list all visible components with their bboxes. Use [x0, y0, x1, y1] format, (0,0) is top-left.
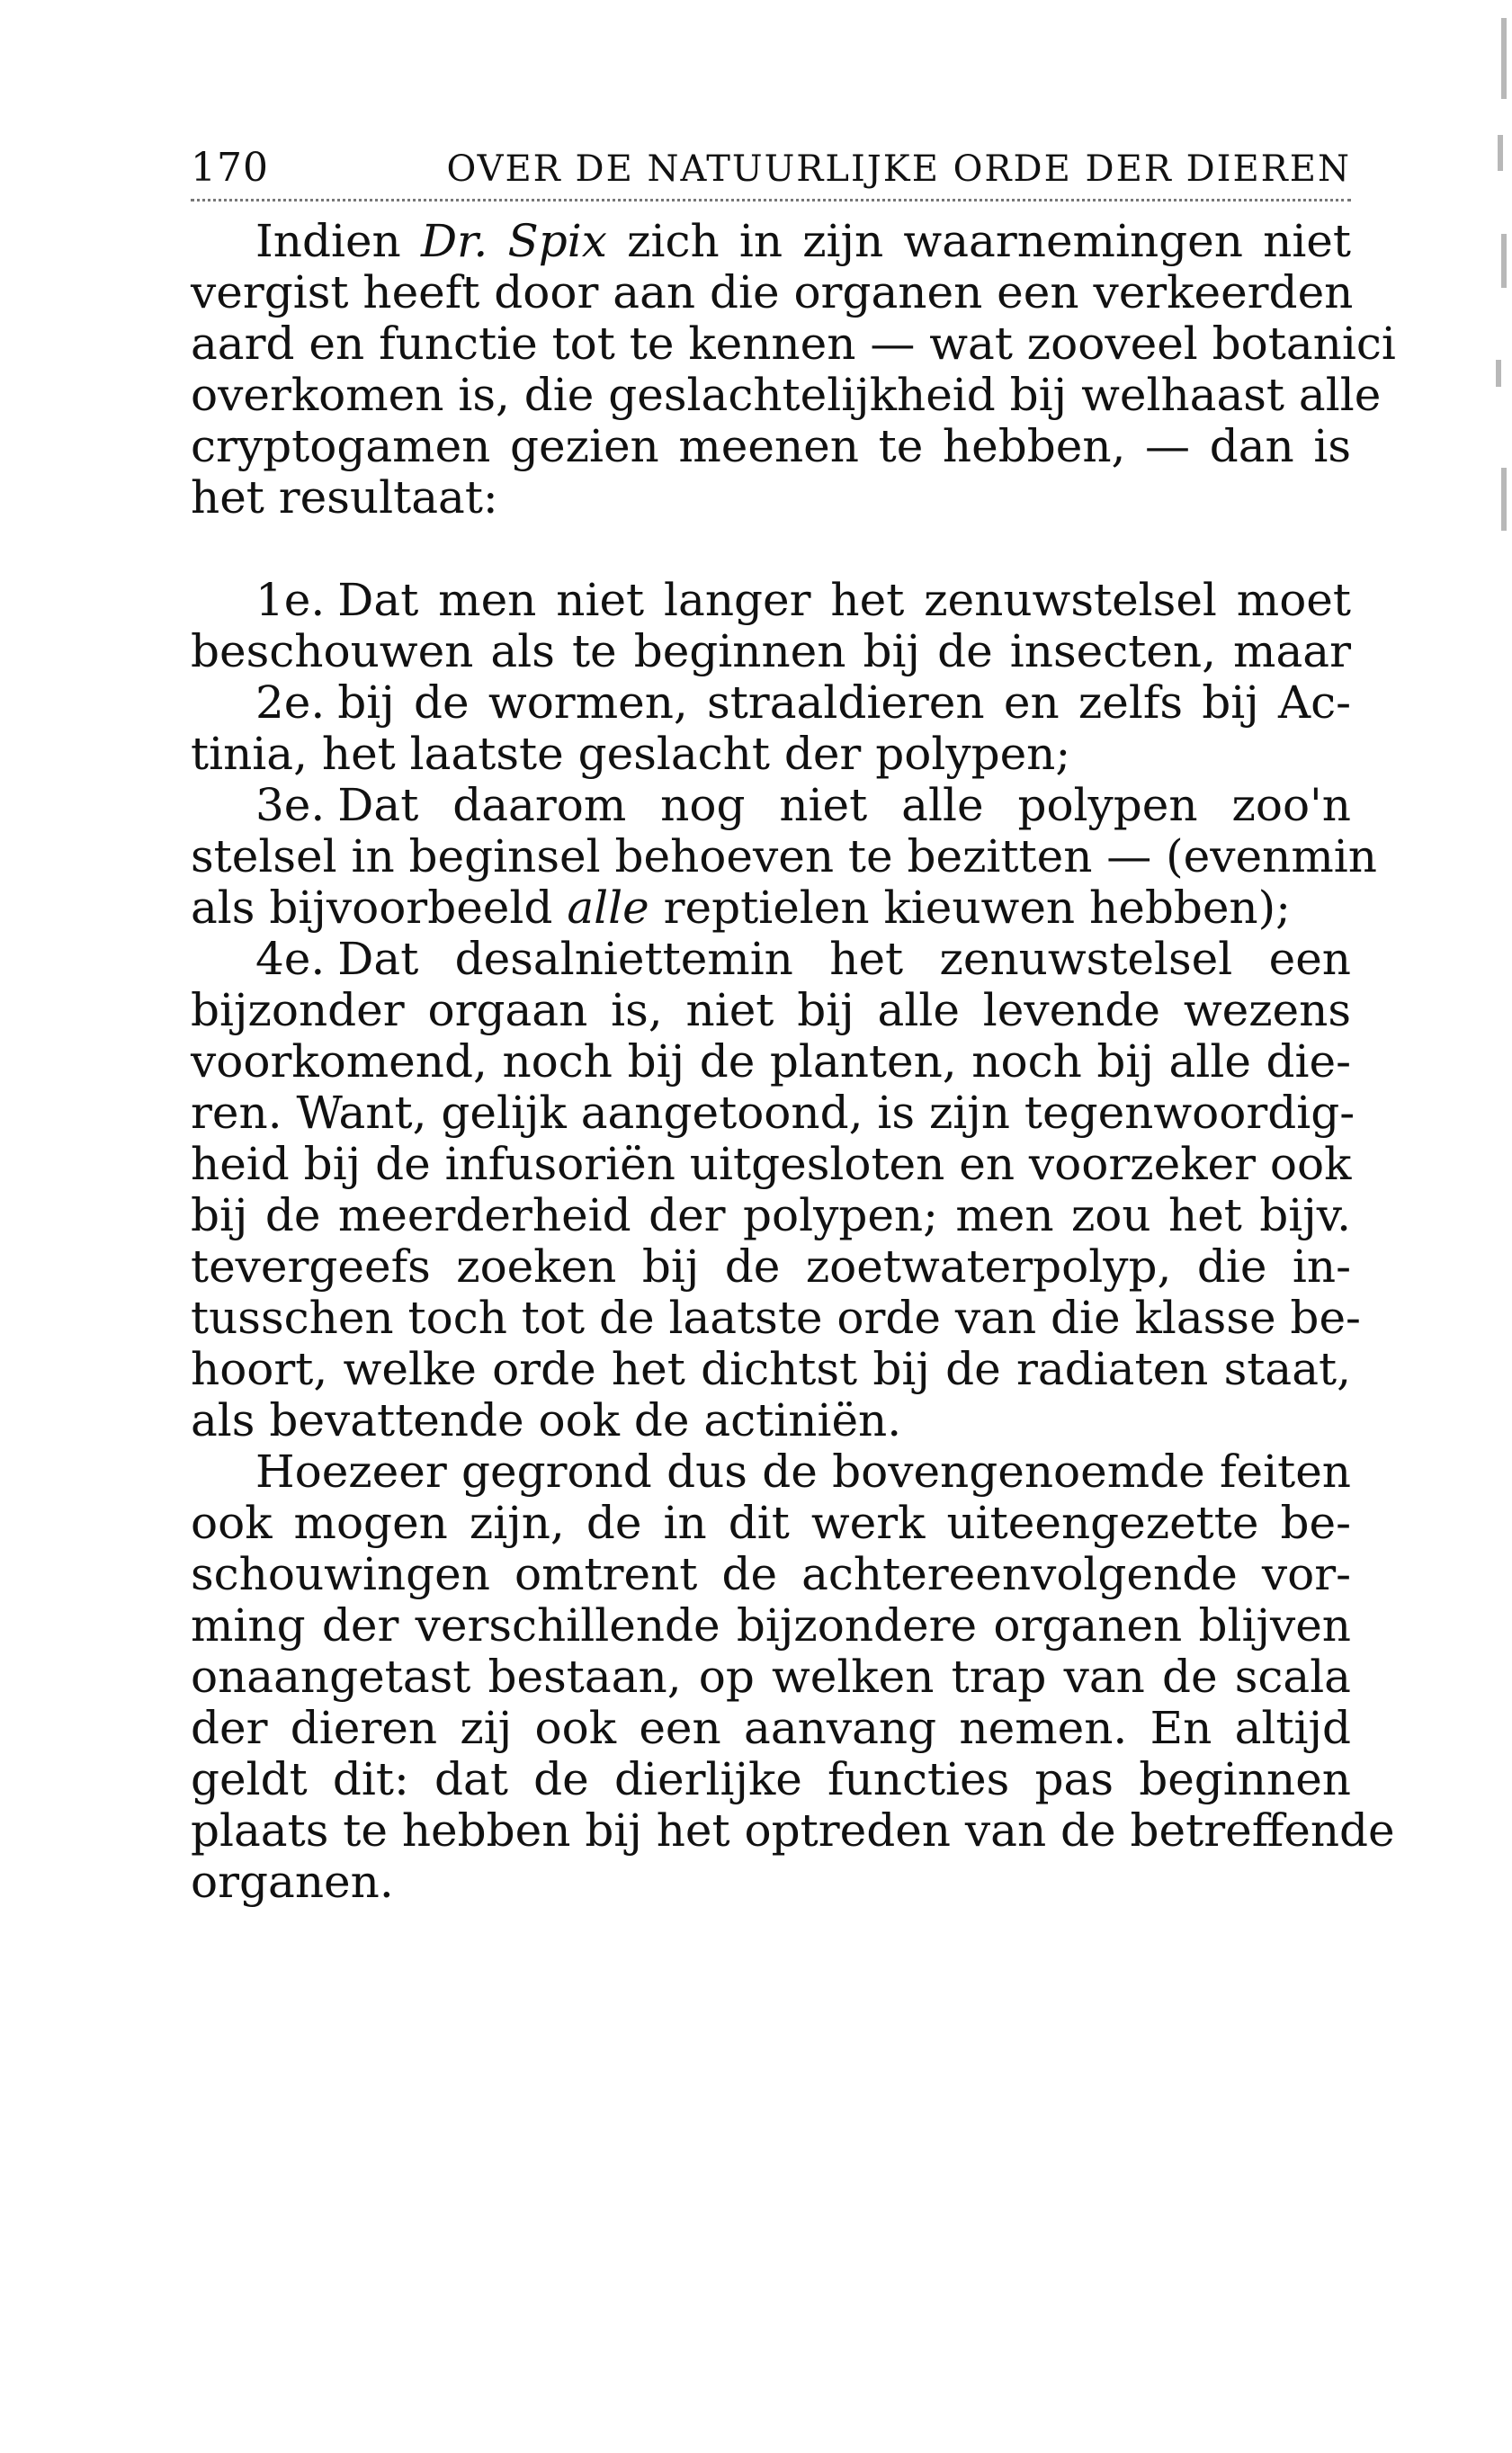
text-line: heid bij de infusoriën uitgesloten en voorzeker ook	[191, 1138, 1352, 1190]
paragraph-1	[191, 215, 1396, 524]
emphasis: Dr. Spix	[420, 215, 607, 267]
list-number: 3e.	[255, 779, 326, 831]
text-line: plaats te hebben bij het optreden van de betreffende	[191, 1804, 1395, 1857]
text-line: der dieren zij ook een aanvang nemen. En altijd	[191, 1702, 1351, 1754]
body-text	[191, 215, 1396, 1908]
scan-edge-marks	[1487, 0, 1512, 576]
text-line: ren. Want, gelijk aangetoond, is zijn tegenwoordig-	[191, 1087, 1355, 1139]
page-number: 170	[191, 145, 269, 191]
text-line: Hoezeer gegrond dus de bovengenoemde feiten	[255, 1446, 1351, 1498]
text-line: tusschen toch tot de laatste orde van die klasse be-	[191, 1292, 1361, 1344]
text-line: onaangetast bestaan, op welken trap van de scala	[191, 1651, 1351, 1703]
text-line: cryptogamen gezien meenen te hebben, — dan is	[191, 420, 1351, 472]
text-line: Indien Dr. Spix zich in zijn waarnemingen niet	[255, 215, 1351, 267]
text-line: bij de meerderheid der polypen; men zou het bijv.	[191, 1189, 1351, 1241]
text-line: stelsel in beginsel behoeven te bezitten — (evenmin	[191, 830, 1377, 882]
running-title: OVER DE NATUURLIJKE ORDE DER DIEREN	[446, 148, 1351, 190]
paragraph-gap	[191, 524, 1351, 575]
text-line: overkomen is, die geslachtelijkheid bij welhaast alle	[191, 369, 1382, 421]
list-item-3: 3e. Dat daarom nog niet alle polypen zoo'n	[255, 779, 1351, 831]
text-line: schouwingen omtrent de achtereenvolgende vor-	[191, 1548, 1351, 1600]
list-item-1: 1e. Dat men niet langer het zenuwstelsel moet	[255, 574, 1351, 626]
text-line: organen.	[191, 1856, 394, 1908]
text-line: tinia, het laatste geslacht der polypen;	[191, 728, 1071, 780]
text-line: bijzonder orgaan is, niet bij alle levende wezens	[191, 984, 1351, 1036]
list-item-2: 2e. bij de wormen, straaldieren en zelfs bij Ac-	[255, 676, 1351, 729]
text-line: beschouwen als te beginnen bij de insecten, maar	[191, 625, 1351, 677]
list-item-4: 4e. Dat desalniettemin het zenuwstelsel een	[255, 933, 1351, 985]
list-number: 4e.	[255, 933, 326, 985]
list-number: 1e.	[255, 574, 326, 626]
emphasis: alle	[567, 882, 649, 934]
text-line: tevergeefs zoeken bij de zoetwaterpolyp, die in-	[191, 1240, 1351, 1293]
text-line: hoort, welke orde het dichtst bij de radiaten staat,	[191, 1343, 1351, 1395]
text-line: vergist heeft door aan die organen een verkeerden	[191, 266, 1354, 318]
text-line: ook mogen zijn, de in dit werk uiteengezette be-	[191, 1497, 1351, 1549]
text-line: als bijvoorbeeld alle reptielen kieuwen hebben);	[191, 882, 1291, 934]
running-header	[191, 144, 1351, 201]
text-line: geldt dit: dat de dierlijke functies pas beginnen	[191, 1753, 1351, 1805]
book-page	[191, 144, 1396, 1908]
text-line: als bevattende ook de actiniën.	[191, 1394, 902, 1446]
text-line: aard en functie tot te kennen — wat zooveel botanici	[191, 318, 1396, 370]
text-line: het resultaat:	[191, 471, 498, 524]
text-line: voorkomend, noch bij de planten, noch bij alle die-	[191, 1035, 1351, 1088]
paragraph-2	[191, 1446, 1395, 1908]
list-number: 2e.	[255, 676, 326, 729]
numbered-list	[191, 574, 1377, 1446]
text-line: ming der verschillende bijzondere organen blijven	[191, 1599, 1351, 1652]
